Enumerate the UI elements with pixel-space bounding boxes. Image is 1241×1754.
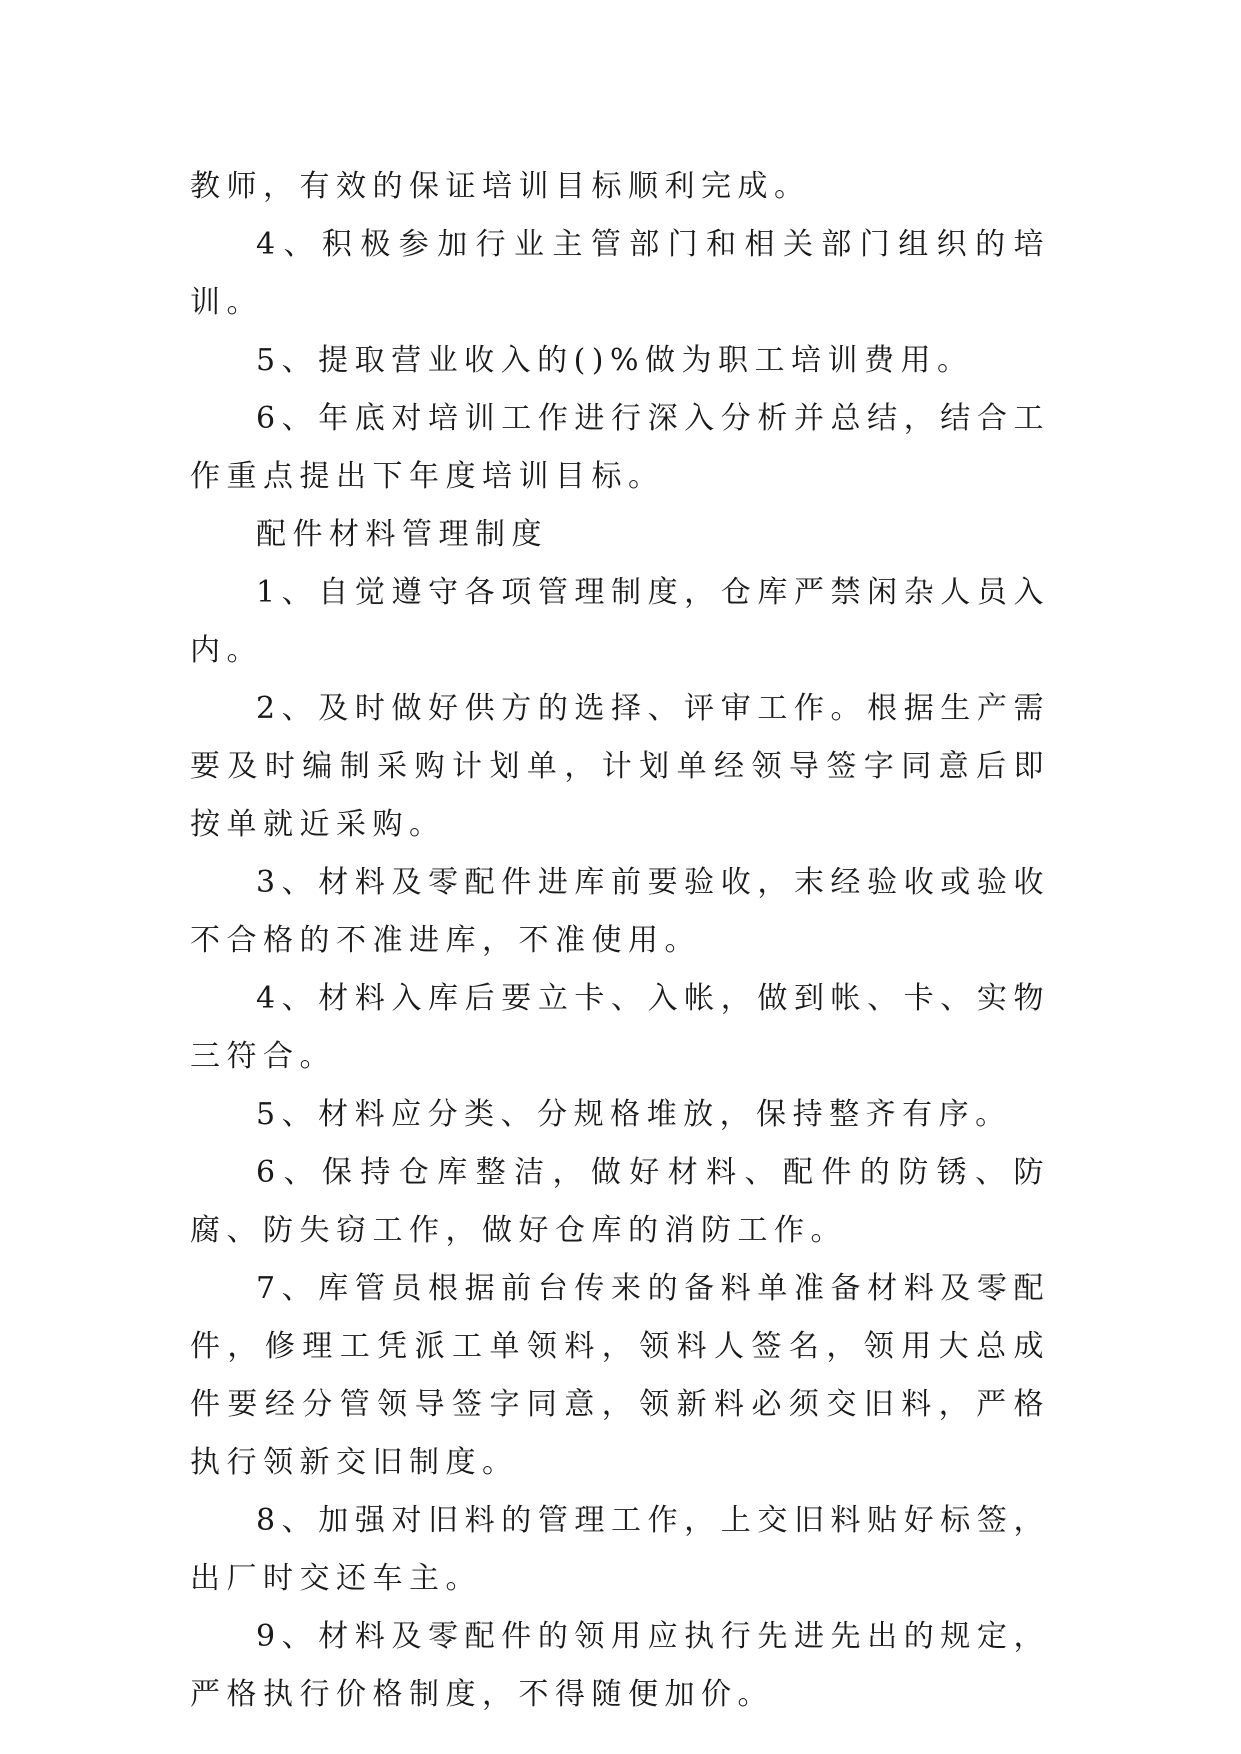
document-body xyxy=(190,158,1050,1724)
paragraph-14: 9、材料及零配件的领用应执行先进先出的规定，严格执行价格制度，不得随便加价。 xyxy=(190,1619,1050,1712)
paragraph-2: 4、积极参加行业主管部门和相关部门组织的培训。 xyxy=(190,227,1050,320)
paragraph-7: 2、及时做好供方的选择、评审工作。根据生产需要及时编制采购计划单，计划单经领导签字同意后即按单就近采购。 xyxy=(190,691,1050,842)
paragraph-8: 3、材料及零配件进库前要验收，末经验收或验收不合格的不准进库，不准使用。 xyxy=(190,865,1050,958)
paragraph-6: 1、自觉遵守各项管理制度，仓库严禁闲杂人员入内。 xyxy=(190,575,1050,668)
paragraph-11: 6、保持仓库整洁，做好材料、配件的防锈、防腐、防失窃工作，做好仓库的消防工作。 xyxy=(190,1155,1050,1248)
section-heading: 配件材料管理制度 xyxy=(256,517,548,552)
paragraph-3: 5、提取营业收入的()%做为职工培训费用。 xyxy=(256,343,974,378)
paragraph-10: 5、材料应分类、分规格堆放，保持整齐有序。 xyxy=(256,1097,1012,1132)
paragraph-12: 7、库管员根据前台传来的备料单准备材料及零配件，修理工凭派工单领料，领料人签名，领用大总成件要经分管领导签字同意，领新料必须交旧料，严格执行领新交旧制度。 xyxy=(190,1271,1050,1480)
paragraph-4: 6、年底对培训工作进行深入分析并总结，结合工作重点提出下年度培训目标。 xyxy=(190,401,1050,494)
paragraph-1: 教师，有效的保证培训目标顺利完成。 xyxy=(190,169,811,204)
paragraph-9: 4、材料入库后要立卡、入帐，做到帐、卡、实物三符合。 xyxy=(190,981,1050,1074)
paragraph-13: 8、加强对旧料的管理工作，上交旧料贴好标签，出厂时交还车主。 xyxy=(190,1503,1050,1596)
